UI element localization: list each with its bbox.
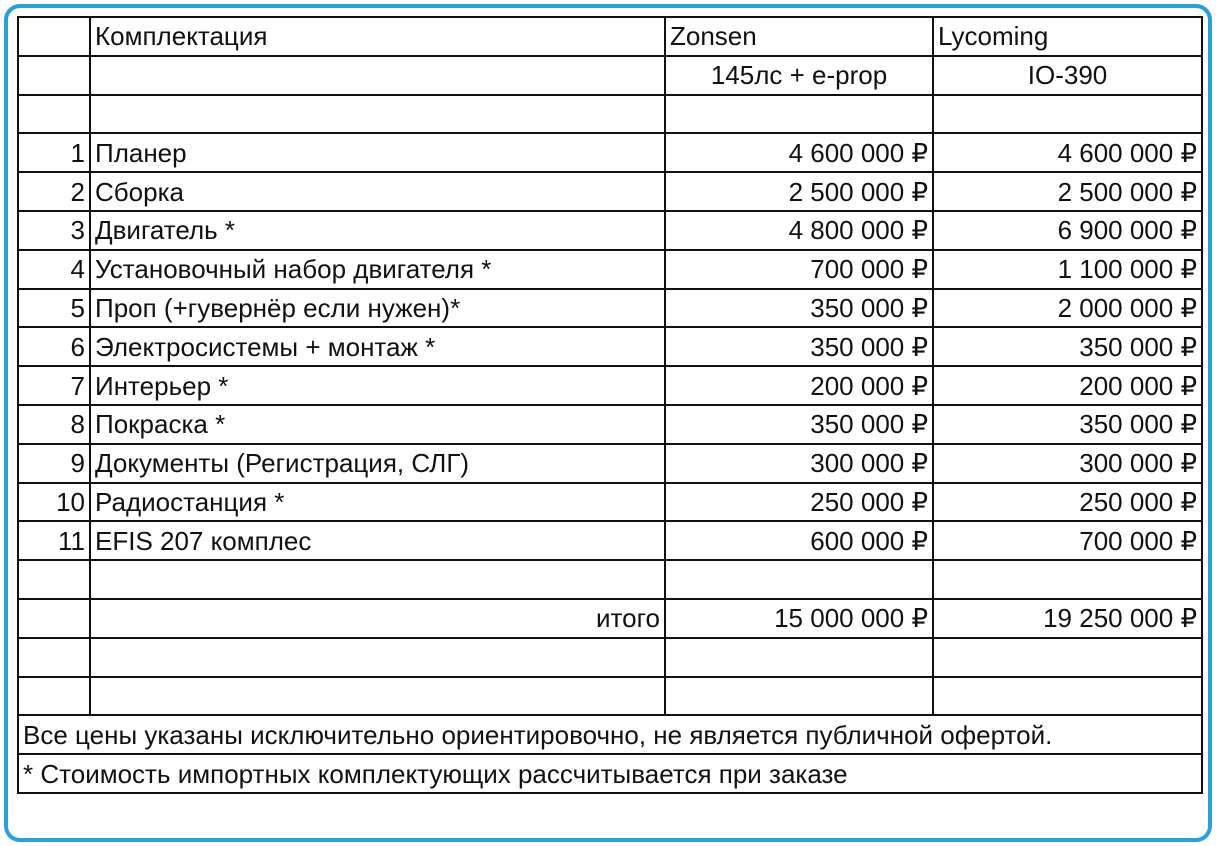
- row-price-zonsen: 350 000 ₽: [665, 289, 933, 328]
- header-col-lycoming: Lycoming: [933, 17, 1202, 56]
- row-price-lycoming: 2 500 000 ₽: [933, 172, 1202, 211]
- row-price-lycoming: 200 000 ₽: [933, 366, 1202, 405]
- row-number: 2: [18, 172, 90, 211]
- empty-cell: [18, 56, 90, 95]
- row-number: 7: [18, 366, 90, 405]
- spacer-row: [18, 560, 1202, 599]
- row-price-zonsen: 350 000 ₽: [665, 405, 933, 444]
- row-item-name: Планер: [90, 133, 665, 172]
- row-number: 3: [18, 211, 90, 250]
- row-price-lycoming: 350 000 ₽: [933, 405, 1202, 444]
- disclaimer-note: Все цены указаны исключительно ориентировочно, не является публичной офертой.: [18, 715, 1202, 754]
- spacer-row: [18, 638, 1202, 677]
- row-price-zonsen: 250 000 ₽: [665, 483, 933, 522]
- empty-cell: [90, 56, 665, 95]
- row-number: 1: [18, 133, 90, 172]
- row-price-zonsen: 300 000 ₽: [665, 444, 933, 483]
- empty-cell: [933, 560, 1202, 599]
- empty-cell: [90, 638, 665, 677]
- row-number: 9: [18, 444, 90, 483]
- table-row: [18, 366, 1202, 405]
- row-price-lycoming: 700 000 ₽: [933, 521, 1202, 560]
- empty-cell: [90, 95, 665, 134]
- empty-cell: [18, 677, 90, 716]
- row-price-zonsen: 4 800 000 ₽: [665, 211, 933, 250]
- row-price-zonsen: 4 600 000 ₽: [665, 133, 933, 172]
- empty-cell: [933, 95, 1202, 134]
- row-number: 6: [18, 327, 90, 366]
- row-item-name: Двигатель *: [90, 211, 665, 250]
- empty-cell: [18, 560, 90, 599]
- row-number: 5: [18, 289, 90, 328]
- table-row: [18, 521, 1202, 560]
- row-price-lycoming: 4 600 000 ₽: [933, 133, 1202, 172]
- row-item-name: Радиостанция *: [90, 483, 665, 522]
- table-row: [18, 133, 1202, 172]
- row-item-name: Электросистемы + монтаж *: [90, 327, 665, 366]
- table-row: [18, 211, 1202, 250]
- row-price-lycoming: 6 900 000 ₽: [933, 211, 1202, 250]
- table-row: [18, 444, 1202, 483]
- total-lycoming: 19 250 000 ₽: [933, 599, 1202, 638]
- row-item-name: Сборка: [90, 172, 665, 211]
- spacer-row: [18, 677, 1202, 716]
- empty-cell: [90, 560, 665, 599]
- row-item-name: Документы (Регистрация, СЛГ): [90, 444, 665, 483]
- import-note: * Стоимость импортных комплектующих рассчитывается при заказе: [18, 754, 1202, 793]
- subheader-lycoming: IO-390: [933, 56, 1202, 95]
- row-item-name: Проп (+гувернёр если нужен)*: [90, 289, 665, 328]
- row-price-zonsen: 700 000 ₽: [665, 250, 933, 289]
- table-row: [18, 327, 1202, 366]
- row-price-lycoming: 1 100 000 ₽: [933, 250, 1202, 289]
- row-price-lycoming: 250 000 ₽: [933, 483, 1202, 522]
- subheader-zonsen: 145лс + e-prop: [665, 56, 933, 95]
- total-label: итого: [90, 599, 665, 638]
- empty-cell: [933, 638, 1202, 677]
- empty-cell: [18, 599, 90, 638]
- total-row: [18, 599, 1202, 638]
- empty-cell: [18, 95, 90, 134]
- price-table: [17, 16, 1203, 794]
- row-item-name: Интерьер *: [90, 366, 665, 405]
- row-number: 10: [18, 483, 90, 522]
- note-row: [18, 754, 1202, 793]
- row-item-name: EFIS 207 комплес: [90, 521, 665, 560]
- table-row: [18, 172, 1202, 211]
- row-price-zonsen: 600 000 ₽: [665, 521, 933, 560]
- empty-cell: [933, 677, 1202, 716]
- header-num-cell: [18, 17, 90, 56]
- empty-cell: [665, 677, 933, 716]
- row-number: 8: [18, 405, 90, 444]
- note-row: [18, 715, 1202, 754]
- row-item-name: Установочный набор двигателя *: [90, 250, 665, 289]
- empty-cell: [665, 560, 933, 599]
- row-price-lycoming: 350 000 ₽: [933, 327, 1202, 366]
- header-row: [18, 17, 1202, 56]
- row-price-lycoming: 2 000 000 ₽: [933, 289, 1202, 328]
- table-row: [18, 289, 1202, 328]
- table-row: [18, 405, 1202, 444]
- empty-cell: [90, 677, 665, 716]
- empty-cell: [665, 638, 933, 677]
- total-zonsen: 15 000 000 ₽: [665, 599, 933, 638]
- table-row: [18, 250, 1202, 289]
- empty-cell: [665, 95, 933, 134]
- row-price-zonsen: 350 000 ₽: [665, 327, 933, 366]
- row-price-lycoming: 300 000 ₽: [933, 444, 1202, 483]
- row-number: 11: [18, 521, 90, 560]
- row-price-zonsen: 2 500 000 ₽: [665, 172, 933, 211]
- row-number: 4: [18, 250, 90, 289]
- spacer-row: [18, 95, 1202, 134]
- header-col-name: Комплектация: [90, 17, 665, 56]
- table-row: [18, 483, 1202, 522]
- subheader-row: [18, 56, 1202, 95]
- row-item-name: Покраска *: [90, 405, 665, 444]
- row-price-zonsen: 200 000 ₽: [665, 366, 933, 405]
- empty-cell: [18, 638, 90, 677]
- header-col-zonsen: Zonsen: [665, 17, 933, 56]
